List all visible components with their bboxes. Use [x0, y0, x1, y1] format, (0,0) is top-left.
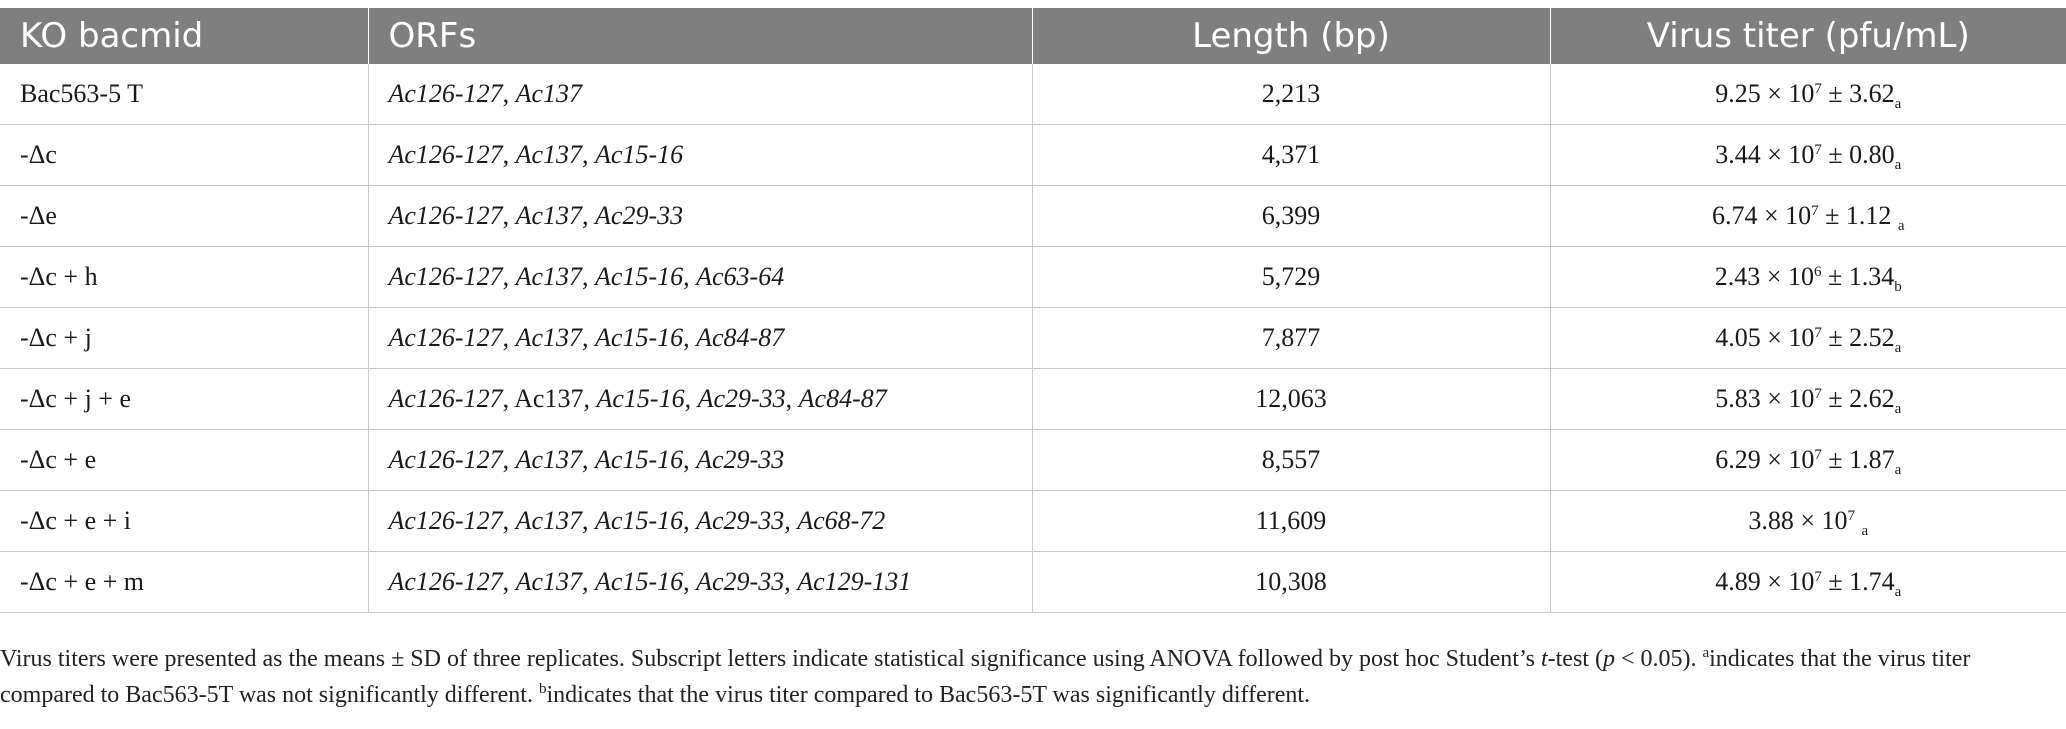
header-ko-bacmid: KO bacmid [0, 8, 368, 64]
cell-orfs [368, 64, 1032, 125]
orf-name: Ac137 [515, 79, 583, 108]
orf-name: Ac29-33 [595, 201, 684, 230]
titer-sd: ± 1.12 [1825, 201, 1898, 230]
orf-separator: , [683, 506, 697, 535]
footnote-p-italic: p [1602, 646, 1615, 672]
titer-sd: ± 2.62 [1828, 384, 1895, 413]
orf-separator: , [684, 384, 698, 413]
results-table-container [0, 8, 2066, 613]
table-header [0, 8, 2066, 64]
titer-exponent: 7 [1814, 447, 1822, 463]
orf-name: Ac15-16 [595, 506, 684, 535]
titer-base: 10 [1788, 384, 1815, 413]
footnote-text-4: indicates that the virus titer compared to Bac563-5T was not significantly different. [0, 646, 1971, 708]
cell-length: 6,399 [1032, 186, 1550, 247]
orf-name: Ac15-16 [595, 445, 684, 474]
titer-significance: a [1894, 584, 1902, 600]
cell-orfs [368, 552, 1032, 613]
titer-sd: ± 1.34 [1827, 262, 1895, 291]
cell-virus-titer [1550, 64, 2066, 125]
header-length: Length (bp) [1032, 8, 1550, 64]
table-row [0, 308, 2066, 369]
cell-length: 12,063 [1032, 369, 1550, 430]
orf-name: Ac15-16 [595, 262, 684, 291]
header-virus-titer: Virus titer (pfu/mL) [1550, 8, 2066, 64]
cell-virus-titer [1550, 308, 2066, 369]
cell-orfs [368, 186, 1032, 247]
orf-name: Ac137 [515, 140, 583, 169]
orf-separator: , [502, 567, 516, 596]
titer-exponent: 7 [1814, 569, 1822, 585]
titer-mantissa: 6.74 [1711, 201, 1758, 230]
table-row [0, 430, 2066, 491]
orf-name: Ac15-16 [596, 384, 685, 413]
orf-separator: , [582, 567, 596, 596]
cell-orfs [368, 491, 1032, 552]
table-row [0, 125, 2066, 186]
titer-exponent: 7 [1814, 142, 1822, 158]
table-row [0, 64, 2066, 125]
footnote-sup-b: b [538, 681, 547, 697]
orf-separator: , [784, 567, 798, 596]
titer-sd: ± 3.62 [1828, 79, 1895, 108]
table-row [0, 369, 2066, 430]
orf-separator: , [582, 201, 596, 230]
titer-base: 10 [1787, 262, 1814, 291]
titer-significance: b [1894, 279, 1902, 295]
orf-name: Ac126-127 [388, 201, 503, 230]
orf-separator: , [683, 445, 697, 474]
orf-name: Ac29-33 [697, 384, 786, 413]
titer-mantissa: 4.89 [1715, 567, 1761, 596]
titer-times: × [1767, 140, 1782, 169]
titer-mantissa: 3.88 [1748, 506, 1794, 535]
table-row [0, 247, 2066, 308]
titer-sd: ± 0.80 [1828, 140, 1895, 169]
footnote-text-5: indicates that the virus titer compared to Bac563-5T was significantly different. [546, 682, 1311, 708]
cell-orfs [368, 430, 1032, 491]
cell-ko-bacmid: Bac563-5 T [0, 64, 368, 125]
titer-significance: a [1894, 340, 1902, 356]
orf-separator: , [582, 506, 596, 535]
orf-name: Ac129-131 [797, 567, 912, 596]
cell-virus-titer [1550, 125, 2066, 186]
orf-separator: , [582, 140, 596, 169]
orf-name: Ac126-127 [388, 79, 503, 108]
titer-base: 10 [1785, 201, 1812, 230]
cell-virus-titer [1550, 552, 2066, 613]
cell-length: 10,308 [1032, 552, 1550, 613]
orf-name: Ac68-72 [797, 506, 886, 535]
cell-ko-bacmid: -Δc + e [0, 430, 368, 491]
titer-sd: ± 1.87 [1828, 445, 1895, 474]
cell-virus-titer [1550, 491, 2066, 552]
cell-length: 4,371 [1032, 125, 1550, 186]
titer-times: × [1800, 506, 1815, 535]
orf-name: Ac137 [515, 201, 583, 230]
footnote-text-3: < 0.05). [1614, 646, 1703, 672]
titer-significance: a [1894, 157, 1902, 173]
orf-name: Ac84-87 [696, 323, 785, 352]
orf-name: Ac126-127 [388, 262, 503, 291]
titer-significance: a [1894, 401, 1902, 417]
titer-base: 10 [1788, 567, 1815, 596]
titer-times: × [1767, 384, 1782, 413]
orf-separator: , Ac137, [502, 384, 597, 413]
titer-exponent: 7 [1814, 81, 1822, 97]
titer-exponent: 6 [1813, 264, 1822, 280]
orf-name: Ac29-33 [696, 567, 785, 596]
cell-orfs [368, 308, 1032, 369]
cell-virus-titer [1550, 369, 2066, 430]
orf-separator: , [502, 201, 516, 230]
cell-length: 2,213 [1032, 64, 1550, 125]
table-footnote [0, 641, 2040, 713]
orf-name: Ac137 [515, 567, 583, 596]
titer-mantissa: 9.25 [1715, 79, 1761, 108]
footnote-text-2: -test ( [1547, 646, 1603, 672]
orf-name: Ac126-127 [388, 567, 503, 596]
cell-virus-titer [1550, 186, 2066, 247]
orf-separator: , [683, 323, 697, 352]
cell-orfs [368, 247, 1032, 308]
titer-significance: a [1894, 462, 1902, 478]
table-row [0, 186, 2066, 247]
cell-ko-bacmid: -Δc + j [0, 308, 368, 369]
cell-ko-bacmid: -Δc + j + e [0, 369, 368, 430]
orf-name: Ac137 [515, 445, 583, 474]
orf-separator: , [683, 262, 697, 291]
orf-separator: , [785, 384, 799, 413]
orf-separator: , [582, 445, 596, 474]
header-row [0, 8, 2066, 64]
titer-exponent: 7 [1814, 386, 1822, 402]
titer-base: 10 [1788, 323, 1815, 352]
orf-name: Ac15-16 [595, 140, 684, 169]
titer-mantissa: 5.83 [1715, 384, 1761, 413]
orf-name: Ac15-16 [595, 323, 684, 352]
orf-name: Ac126-127 [388, 506, 503, 535]
titer-mantissa: 6.29 [1715, 445, 1761, 474]
cell-virus-titer [1550, 247, 2066, 308]
orf-name: Ac126-127 [388, 140, 503, 169]
titer-mantissa: 2.43 [1714, 262, 1761, 291]
cell-ko-bacmid: -Δc [0, 125, 368, 186]
titer-times: × [1766, 262, 1782, 291]
titer-significance: a [1861, 523, 1869, 539]
footnote-t-italic: t [1540, 646, 1548, 672]
cell-length: 7,877 [1032, 308, 1550, 369]
titer-base: 10 [1821, 506, 1848, 535]
footnote-text-1: Virus titers were presented as the means ± SD of three replicates. Subscript letters indicate statistical significance using ANOVA followed by post hoc Student’s [0, 646, 1541, 672]
table-body [0, 64, 2066, 613]
orf-separator: , [502, 506, 516, 535]
orf-separator: , [502, 445, 516, 474]
titer-significance: a [1894, 96, 1902, 112]
table-row [0, 491, 2066, 552]
cell-ko-bacmid: -Δe [0, 186, 368, 247]
titer-exponent: 7 [1811, 203, 1819, 219]
titer-base: 10 [1788, 445, 1815, 474]
orf-name: Ac137 [515, 506, 583, 535]
cell-virus-titer [1550, 430, 2066, 491]
cell-length: 8,557 [1032, 430, 1550, 491]
orf-name: Ac126-127 [388, 384, 503, 413]
titer-times: × [1767, 445, 1782, 474]
cell-length: 11,609 [1032, 491, 1550, 552]
titer-exponent: 7 [1814, 325, 1822, 341]
cell-ko-bacmid: -Δc + h [0, 247, 368, 308]
orf-separator: , [502, 323, 516, 352]
table-row [0, 552, 2066, 613]
titer-base: 10 [1788, 79, 1815, 108]
titer-mantissa: 3.44 [1715, 140, 1761, 169]
orf-name: Ac137 [515, 262, 583, 291]
titer-times: × [1763, 201, 1779, 230]
orf-separator: , [683, 567, 697, 596]
cell-ko-bacmid: -Δc + e + m [0, 552, 368, 613]
titer-mantissa: 4.05 [1715, 323, 1761, 352]
cell-orfs [368, 125, 1032, 186]
orf-name: Ac137 [515, 323, 583, 352]
titer-sd: ± 2.52 [1828, 323, 1895, 352]
header-orfs: ORFs [368, 8, 1032, 64]
bacmid-titer-table [0, 8, 2066, 613]
titer-exponent: 7 [1847, 508, 1855, 524]
orf-name: Ac63-64 [696, 262, 785, 291]
orf-separator: , [502, 79, 516, 108]
titer-significance: a [1897, 218, 1905, 234]
orf-separator: , [502, 140, 516, 169]
orf-name: Ac126-127 [388, 445, 503, 474]
orf-name: Ac29-33 [696, 445, 785, 474]
cell-orfs [368, 369, 1032, 430]
titer-sd: ± 1.74 [1828, 567, 1895, 596]
titer-times: × [1767, 567, 1782, 596]
titer-base: 10 [1788, 140, 1815, 169]
orf-name: Ac126-127 [388, 323, 503, 352]
orf-name: Ac84-87 [798, 384, 887, 413]
cell-length: 5,729 [1032, 247, 1550, 308]
orf-name: Ac29-33 [696, 506, 785, 535]
orf-separator: , [784, 506, 798, 535]
cell-ko-bacmid: -Δc + e + i [0, 491, 368, 552]
orf-separator: , [502, 262, 516, 291]
orf-separator: , [582, 262, 596, 291]
orf-separator: , [582, 323, 596, 352]
titer-times: × [1767, 323, 1782, 352]
footnote-sup-a: a [1702, 645, 1710, 661]
titer-times: × [1767, 79, 1782, 108]
orf-name: Ac15-16 [595, 567, 684, 596]
